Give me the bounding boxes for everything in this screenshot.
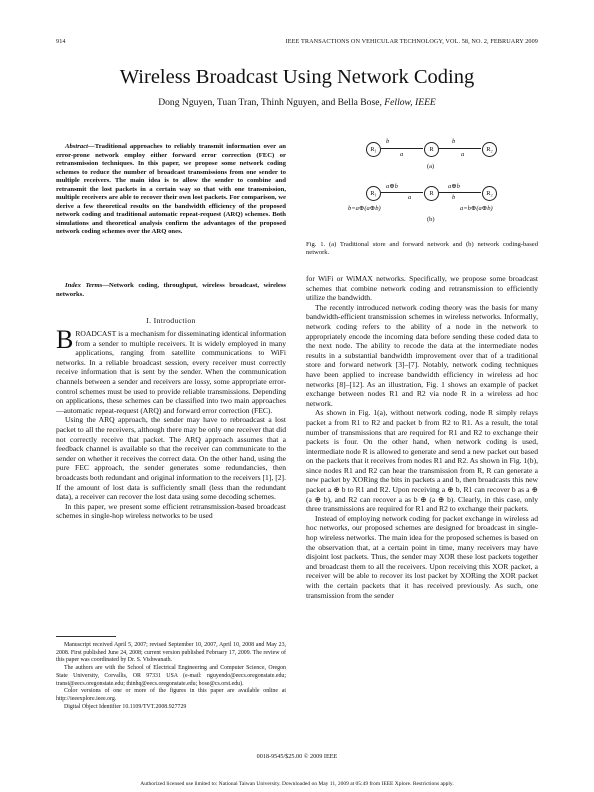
label-axorb-right: a⊕b: [448, 183, 460, 190]
footnotes: [56, 642, 286, 711]
intro-paragraph-1-text: ROADCAST is a mechanism for disseminating identical information from a sender to multiple receivers. It is widely employed in many applications, ranging from satellite communications to WiFi networks. In a reliable broadcast session, every receiver must correctly receive information that is sent by the sender. When the communication channels between a sender and receivers are lossy, some appropriate error-control schemes must be used to provide reliable transmissions. Depending on applications, these schemes can be classified into two main approaches—automatic repeat-request (ARQ) and forward error correction (FEC).: [56, 329, 286, 415]
label-b-a1: b: [386, 138, 390, 145]
label-a-a1: a: [400, 151, 404, 158]
author-suffix: Fellow, IEEE: [384, 97, 436, 108]
panel-b-label: (b): [427, 216, 435, 223]
index-terms-paragraph: [56, 282, 286, 299]
right-paragraph-0: for WiFi or WiMAX networks. Specifically, we propose some broadcast schemes that combine network coding and retransmission to efficiently utilize the bandwidth.: [306, 274, 538, 303]
link-r1-r: [381, 148, 423, 149]
label-b-eq: b=a⊕(a⊕b): [348, 205, 381, 212]
page-number: 914: [56, 38, 66, 45]
node-r2-b: R₂: [482, 186, 497, 201]
label-a-eq: a=b⊕(a⊕b): [460, 205, 493, 212]
right-paragraph-3: Instead of employing network coding for packet exchange in wireless ad hoc networks, our proposed schemes are designed for broadcast in single-hop wireless networks. The main idea for the proposed schemes is based on the observation that, at a certain point in time, many receivers may have disjoint lost packets. Thus, the sender may XOR these lost packets together and broadcast them to all the receivers. Upon receiving this XOR packet, a receiver will be able to recover its lost packet by XORing the XOR packet with the certain packets that it has received previously. As such, one transmission from the sender: [306, 513, 538, 600]
right-paragraph-2: As shown in Fig. 1(a), without network coding, node R simply relays packet a from R1 to R2 and packet b from R2 to R1. As a result, the total number of transmissions that are required for R1 and R2 to exchange their packets is four. On the other hand, when network coding is used, intermediate node R is allowed to generate and send a new packet out based on the packets that it receives from nodes R1 and R2. As shown in Fig. 1(b), since nodes R1 and R2 can hear the transmission from R, R can generate a new packet by XORing the bits in packets a and b, then broadcasts this new packet a ⊕ b to R1 and R2. Upon receiving a ⊕ b, R1 can recover b as a ⊕ (a ⊕ b), and R2 can recover a as b ⊕ (a ⊕ b). Clearly, in this case, only three transmissions are required for R1 and R2 to exchange their packets.: [306, 408, 538, 514]
abstract: [56, 143, 286, 237]
panel-a-label: (a): [427, 163, 435, 170]
abstract-lead: Abstract: [65, 143, 89, 150]
label-axorb-left: a⊕b: [386, 183, 398, 190]
abstract-paragraph: [56, 143, 286, 237]
intro-paragraph-1: [56, 325, 286, 415]
node-r2-a: R₂: [482, 142, 497, 157]
copyright-line: 0018-9545/$25.00 © 2009 IEEE: [256, 753, 338, 760]
link-r1-r-b: [381, 192, 423, 193]
index-terms: [56, 282, 286, 299]
footnote-manuscript: Manuscript received April 5, 2007; revised September 10, 2007, April 10, 2008 and May 23, 2008. First published June 24, 2008; current version published February 17, 2009. The review of this paper was coordinated by Dr. S. Vishwanath.: [56, 642, 286, 664]
abstract-text: —Traditional approaches to reliably transmit information over an error-prone network employ either forward error correction (FEC) or retransmission techniques. In this paper, we propose some network coding schemes to reduce the number of broadcast transmissions from one sender to multiple receivers. The main idea is to allow the sender to combine and retransmit the lost packets in a certain way so that with one transmission, multiple receivers are able to recover their own lost packets. For comparison, we derive a few theoretical results on the bandwidth efficiency of the proposed network coding and traditional automatic repeat-request (ARQ) schemes. Both simulations and theoretical analysis confirm the advantages of the proposed network coding schemes over the ARQ ones.: [56, 143, 286, 236]
author-line: [0, 97, 594, 108]
node-r1-a: R₁: [366, 142, 381, 157]
figure-caption: Fig. 1. (a) Traditional store and forward network and (b) network coding-based network.: [306, 241, 538, 257]
right-paragraph-1: The recently introduced network coding theory was the basis for many bandwidth-efficient transmission schemes in wireless networks. Informally, network coding refers to the ability of a node in the network to appropriately encode the incoming data before sending these coded data to the next node. The ability to recode the data at the intermediate nodes results in a substantial bandwidth improvement over that of a traditional store and forward network [3]–[7]. Notably, network coding techniques have been applied to increase bandwidth efficiency in wireless ad hoc networks [8]–[12]. As an illustration, Fig. 1 shows an example of packet exchange between nodes R1 and R2 via node R in a wireless ad hoc network.: [306, 302, 538, 408]
footnote-color: Color versions of one or more of the figures in this paper are available online at http://ieeexplore.ieee.org.: [56, 688, 286, 702]
intro-right-column: [306, 274, 538, 600]
license-notice: Authorized licensed use limited to: National Taiwan University. Downloaded on May 11, 2009 at 05:49 from IEEE Xplore. Restrictions apply.: [140, 781, 454, 787]
footnote-authors: The authors are with the School of Electrical Engineering and Computer Science, Oregon State University, Corvallis, OR 97331 USA (e-mail: nguyendo@eecs.oregonstate.edu; transt@eecs.oregonstate.edu; thinhq@eecs.oregonstate.edu; bose@cs.orst.edu).: [56, 665, 286, 687]
running-header: IEEE TRANSACTIONS ON VEHICULAR TECHNOLOGY, VOL. 58, NO. 2, FEBRUARY 2009: [285, 38, 538, 45]
figure-1: [348, 138, 506, 238]
label-a-a2: a: [461, 151, 465, 158]
index-terms-text: —Network coding, throughput, wireless broadcast, wireless networks.: [56, 282, 287, 298]
intro-paragraph-2: Using the ARQ approach, the sender may have to rebroadcast a lost packet to all the receivers, although there may be only one receiver that did not correctly receive that packet. The ARQ approach assumes that a feedback channel is available so that the receiver can communicate to the sender on whether it receives the correct data. On the other hand, using the pure FEC approach, the sender generates some redundancies, then broadcasts both redundant and original information to the receivers [1], [2]. If the amount of lost data is sufficiently small (less than the redundant data), a receiver can recover the lost data using some decoding schemes.: [56, 415, 286, 502]
footnote-doi: Digital Object Identifier 10.1109/TVT.2008.927729: [64, 703, 187, 710]
link-r-r2: [439, 148, 481, 149]
author-names: Dong Nguyen, Tuan Tran, Thinh Nguyen, and Bella Bose,: [158, 97, 382, 108]
node-r-a: R: [424, 142, 439, 157]
link-r-r2-b: [439, 192, 481, 193]
paper-title: Wireless Broadcast Using Network Coding: [119, 66, 475, 88]
footnote-rule: [56, 636, 116, 637]
section-heading: I. Introduction: [146, 316, 196, 325]
node-r1-b: R₁: [366, 186, 381, 201]
intro-paragraph-3: In this paper, we present some efficient retransmission-based broadcast schemes in single-hop wireless networks to be used: [56, 501, 286, 521]
drop-cap: B: [56, 325, 74, 354]
label-a-b: a: [408, 194, 412, 201]
index-terms-lead: Index Terms: [65, 282, 103, 289]
intro-left-column: [56, 325, 286, 521]
node-r-b: R: [424, 186, 439, 201]
label-b-b: b: [452, 194, 456, 201]
label-b-a2: b: [452, 138, 456, 145]
